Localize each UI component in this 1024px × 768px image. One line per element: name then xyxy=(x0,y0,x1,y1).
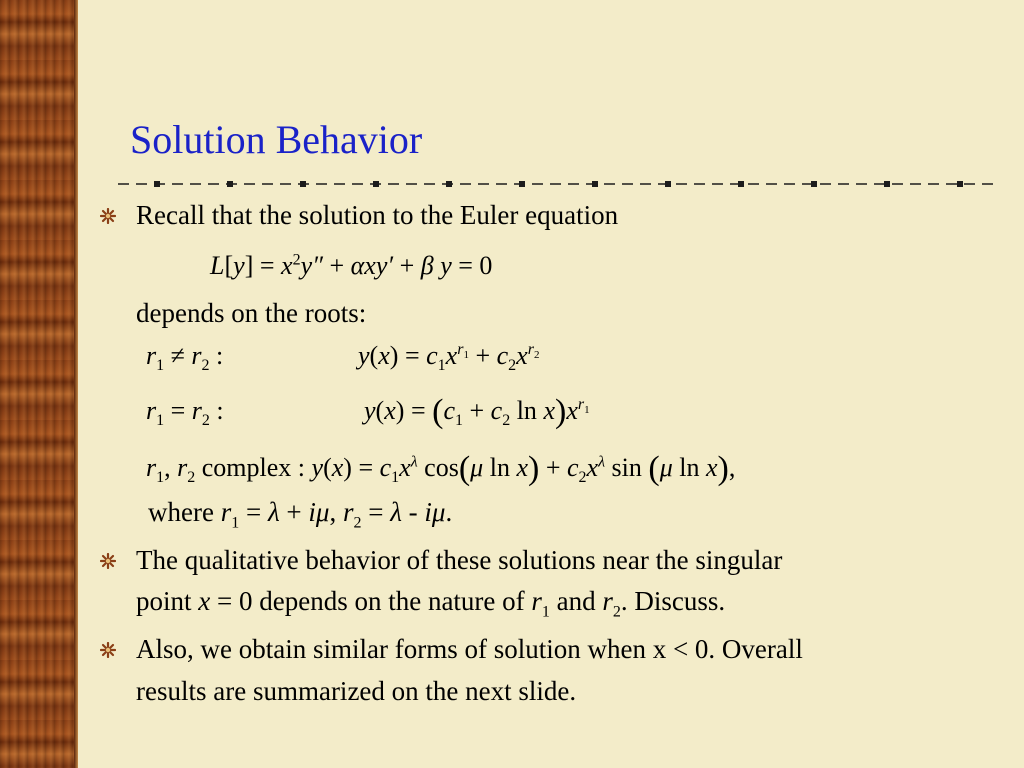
bullet-3-line-2: results are summarized on the next slide. xyxy=(136,676,577,706)
bullet-2-line-1: The qualitative behavior of these solutions near the singular xyxy=(136,545,783,575)
divider-dot xyxy=(154,181,160,187)
case-repeated-roots-condition: $r_1 = r_2$ : xyxy=(146,396,224,430)
wood-border xyxy=(0,0,78,768)
case-complex-roots-solution: $r_1$, $r_2$ complex : $y(x) = c_1x^\lambda$ cos(μ $\ln x) + c_2x^\lambda$ sin (μ ln x), xyxy=(146,450,736,487)
divider-dot xyxy=(738,181,744,187)
divider-dot xyxy=(519,181,525,187)
divider-dot xyxy=(811,181,817,187)
bullet-1-text: Recall that the solution to the Euler equation xyxy=(136,200,619,230)
bullet-2-line-2: point x = 0 depends on the nature of $r_1$ and $r_2$. Discuss. xyxy=(136,586,726,621)
asterisk-bullet-icon xyxy=(100,208,116,224)
slide-title: Solution Behavior xyxy=(130,117,423,162)
asterisk-bullet-icon xyxy=(100,642,116,658)
bullet-3-line-1: Also, we obtain similar forms of solution when x < 0. Overall xyxy=(136,634,803,664)
divider-dot xyxy=(300,181,306,187)
title-divider xyxy=(118,176,994,192)
divider-dot xyxy=(665,181,671,187)
case-distinct-roots-condition: $r_1 \ne r_2$ : xyxy=(146,341,224,375)
depends-text: depends on the roots: xyxy=(136,298,367,328)
case-repeated-roots-solution: $y(x) = (c_1 + c_2$ $\ln x)x^{r_1}$ xyxy=(364,393,590,430)
divider-dot xyxy=(446,181,452,187)
euler-equation: $L[y] = x^2y'' + \alpha xy' + \beta$ y = 0 xyxy=(210,251,493,280)
divider-dot xyxy=(373,181,379,187)
where-line: where $r_1 = \lambda + i\mu$, $r_2 = \lambda - i\mu$. xyxy=(148,497,453,532)
divider-dot xyxy=(227,181,233,187)
case-distinct-roots-solution: $y(x) = c_1x^{r_1} + c_2x^{r_2}$ xyxy=(358,341,540,375)
asterisk-bullet-icon xyxy=(100,553,116,569)
divider-dot xyxy=(957,181,963,187)
wood-border-edge xyxy=(74,0,78,768)
divider-dot xyxy=(592,181,598,187)
divider-dot xyxy=(884,181,890,187)
